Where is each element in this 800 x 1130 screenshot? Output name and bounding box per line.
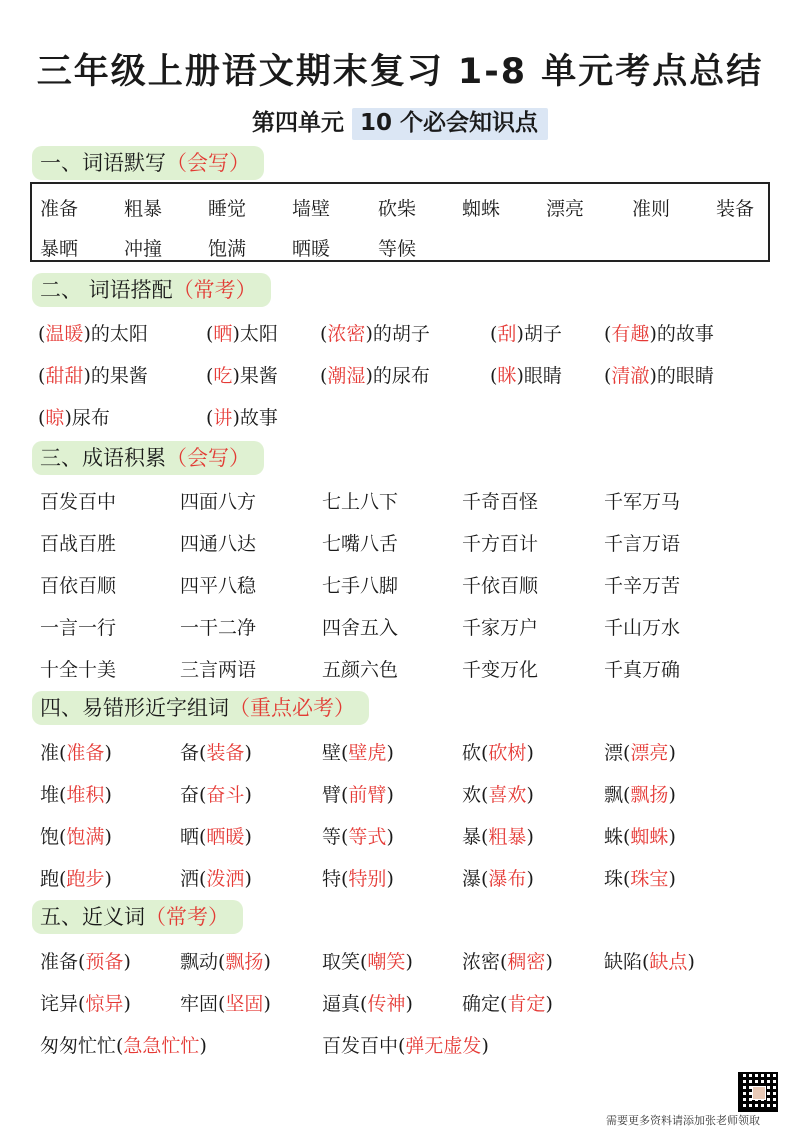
synonym-item <box>604 947 695 974</box>
prompt-text: ) <box>104 826 112 848</box>
idiom-item: 七上八下 <box>322 491 399 513</box>
idiom-item: 千山万水 <box>604 617 681 639</box>
collocation-item <box>604 361 714 388</box>
answer-text: 嘲笑 <box>367 951 406 973</box>
answer-text: 浓密 <box>327 323 366 345</box>
prompt-text: ) <box>481 1035 489 1057</box>
section-tag: （常考） <box>145 905 229 929</box>
similar-character-item <box>180 864 252 891</box>
prompt-text: )眼睛 <box>516 365 562 387</box>
prompt-text: ( <box>38 323 46 345</box>
prompt-text: ) <box>263 993 271 1015</box>
prompt-text: ( <box>206 365 214 387</box>
section-tag: （重点必考） <box>229 696 355 720</box>
vocab-word: 饱满 <box>208 238 247 260</box>
prompt-text: ) <box>244 742 252 764</box>
similar-character-item <box>40 780 112 807</box>
idiom-item: 千奇百怪 <box>462 491 539 513</box>
collocation-item <box>38 403 110 430</box>
prompt-text: ) <box>104 742 112 764</box>
prompt-text: )太阳 <box>232 323 278 345</box>
prompt-text: 蛛( <box>604 826 631 848</box>
similar-character-item <box>180 780 252 807</box>
prompt-text: 瀑( <box>462 868 489 890</box>
synonym-item <box>40 947 131 974</box>
prompt-text: ( <box>604 323 612 345</box>
collocation-item <box>206 319 278 346</box>
collocation-item <box>320 361 430 388</box>
prompt-text: 壁( <box>322 742 349 764</box>
answer-text: 喜欢 <box>488 784 527 806</box>
prompt-text: ) <box>545 993 553 1015</box>
collocation-item <box>206 361 278 388</box>
idiom-item: 千依百顺 <box>462 575 539 597</box>
prompt-text: 臂( <box>322 784 349 806</box>
answer-text: 饱满 <box>66 826 105 848</box>
prompt-text: 取笑( <box>322 951 368 973</box>
section-tag: （会写） <box>166 446 250 470</box>
answer-text: 温暖 <box>45 323 84 345</box>
similar-character-item <box>462 738 534 765</box>
synonym-item <box>462 947 553 974</box>
answer-text: 肯定 <box>507 993 546 1015</box>
prompt-text: ) <box>263 951 271 973</box>
collocation-item <box>38 361 148 388</box>
prompt-text: )果酱 <box>232 365 278 387</box>
qr-code-icon <box>738 1072 778 1112</box>
prompt-text: 缺陷( <box>604 951 650 973</box>
idiom-item: 千变万化 <box>462 659 539 681</box>
answer-text: 晾 <box>45 407 65 429</box>
prompt-text: ) <box>386 742 394 764</box>
prompt-text: )的胡子 <box>365 323 430 345</box>
answer-text: 传神 <box>367 993 406 1015</box>
vocab-word: 蜘蛛 <box>462 198 501 220</box>
unit-subtitle <box>0 104 800 137</box>
synonym-item <box>180 989 271 1016</box>
unit-label: 第四单元 <box>251 110 344 136</box>
prompt-text: 暴( <box>462 826 489 848</box>
prompt-text: ) <box>545 951 553 973</box>
similar-character-item <box>40 822 112 849</box>
prompt-text: 备( <box>180 742 207 764</box>
answer-text: 飘扬 <box>630 784 669 806</box>
idiom-item: 一言一行 <box>40 617 117 639</box>
idiom-item: 四平八稳 <box>180 575 257 597</box>
prompt-text: ( <box>490 323 498 345</box>
prompt-text: 奋( <box>180 784 207 806</box>
collocation-item <box>604 319 714 346</box>
prompt-text: )的太阳 <box>83 323 148 345</box>
answer-text: 泼洒 <box>206 868 245 890</box>
vocab-word: 冲撞 <box>124 238 163 260</box>
answer-text: 清澈 <box>611 365 650 387</box>
prompt-text: 牢固( <box>180 993 226 1015</box>
prompt-text: 砍( <box>462 742 489 764</box>
section-title: 一、词语默写 <box>40 151 166 175</box>
answer-text: 装备 <box>206 742 245 764</box>
prompt-text: 准( <box>40 742 67 764</box>
collocation-item <box>490 319 562 346</box>
answer-text: 跑步 <box>66 868 105 890</box>
answer-text: 甜甜 <box>45 365 84 387</box>
similar-character-item <box>604 780 676 807</box>
footer-note: 需要更多资料请添加张老师领取 <box>606 1114 760 1127</box>
prompt-text: 特( <box>322 868 349 890</box>
prompt-text: )的故事 <box>649 323 714 345</box>
prompt-text: ) <box>405 951 413 973</box>
idiom-item: 七嘴八舌 <box>322 533 399 555</box>
prompt-text: 诧异( <box>40 993 86 1015</box>
answer-text: 砍树 <box>488 742 527 764</box>
vocab-word: 粗暴 <box>124 198 163 220</box>
prompt-text: ) <box>123 993 131 1015</box>
prompt-text: )故事 <box>232 407 278 429</box>
prompt-text: ) <box>526 868 534 890</box>
answer-text: 眯 <box>497 365 517 387</box>
similar-character-item <box>604 822 676 849</box>
vocab-word: 晒暖 <box>292 238 331 260</box>
idiom-item: 三言两语 <box>180 659 257 681</box>
prompt-text: 准备( <box>40 951 86 973</box>
prompt-text: ) <box>386 868 394 890</box>
answer-text: 粗暴 <box>488 826 527 848</box>
avatar <box>752 1086 766 1100</box>
prompt-text: ( <box>206 323 214 345</box>
page-title: 三年级上册语文期末复习 1-8 单元考点总结 <box>36 52 764 92</box>
synonym-item <box>40 989 131 1016</box>
answer-text: 珠宝 <box>630 868 669 890</box>
section-header-vocab-dictation <box>32 146 264 180</box>
prompt-text: ) <box>386 826 394 848</box>
answer-text: 前臂 <box>348 784 387 806</box>
similar-character-item <box>322 864 394 891</box>
idiom-item: 一干二净 <box>180 617 257 639</box>
prompt-text: 浓密( <box>462 951 508 973</box>
answer-text: 有趣 <box>611 323 650 345</box>
idiom-item: 百依百顺 <box>40 575 117 597</box>
prompt-text: 匆匆忙忙( <box>40 1035 124 1057</box>
similar-character-item <box>322 822 394 849</box>
section-header-similar-characters <box>32 691 369 725</box>
prompt-text: )的尿布 <box>365 365 430 387</box>
prompt-text: ) <box>668 784 676 806</box>
prompt-text: 逼真( <box>322 993 368 1015</box>
prompt-text: 漂( <box>604 742 631 764</box>
prompt-text: ( <box>604 365 612 387</box>
similar-character-item <box>180 822 252 849</box>
idiom-item: 百发百中 <box>40 491 117 513</box>
prompt-text: 百发百中( <box>322 1035 406 1057</box>
prompt-text: 晒( <box>180 826 207 848</box>
answer-text: 壁虎 <box>348 742 387 764</box>
idiom-item: 五颜六色 <box>322 659 399 681</box>
idiom-item: 千方百计 <box>462 533 539 555</box>
similar-character-item <box>462 780 534 807</box>
section-title: 五、近义词 <box>40 905 145 929</box>
idiom-item: 千家万户 <box>462 617 539 639</box>
similar-character-item <box>180 738 252 765</box>
synonym-item <box>40 1031 207 1058</box>
answer-text: 漂亮 <box>630 742 669 764</box>
synonym-item <box>322 947 413 974</box>
prompt-text: 飘动( <box>180 951 226 973</box>
prompt-text: 饱( <box>40 826 67 848</box>
prompt-text: ) <box>244 784 252 806</box>
section-title: 三、成语积累 <box>40 446 166 470</box>
knowledge-count-highlight: 10 个必会知识点 <box>352 108 548 140</box>
prompt-text: ) <box>668 742 676 764</box>
prompt-text: 洒( <box>180 868 207 890</box>
answer-text: 特别 <box>348 868 387 890</box>
prompt-text: ) <box>104 868 112 890</box>
synonym-item <box>322 1031 489 1058</box>
answer-text: 稠密 <box>507 951 546 973</box>
vocab-word: 装备 <box>716 198 755 220</box>
prompt-text: ) <box>104 784 112 806</box>
idiom-item: 千军万马 <box>604 491 681 513</box>
idiom-item: 千辛万苦 <box>604 575 681 597</box>
answer-text: 蜘蛛 <box>630 826 669 848</box>
answer-text: 潮湿 <box>327 365 366 387</box>
prompt-text: ( <box>38 365 46 387</box>
collocation-item <box>38 319 148 346</box>
answer-text: 讲 <box>213 407 233 429</box>
synonym-item <box>180 947 271 974</box>
vocab-word: 睡觉 <box>208 198 247 220</box>
vocab-word: 墙壁 <box>292 198 331 220</box>
idiom-item: 千言万语 <box>604 533 681 555</box>
similar-character-item <box>322 738 394 765</box>
answer-text: 刮 <box>497 323 517 345</box>
similar-character-item <box>40 738 112 765</box>
answer-text: 晒 <box>213 323 233 345</box>
answer-text: 弹无虚发 <box>405 1035 482 1057</box>
prompt-text: 堆( <box>40 784 67 806</box>
prompt-text: ( <box>490 365 498 387</box>
vocab-word: 暴晒 <box>40 238 79 260</box>
answer-text: 坚固 <box>225 993 264 1015</box>
answer-text: 急急忙忙 <box>123 1035 200 1057</box>
answer-text: 奋斗 <box>206 784 245 806</box>
prompt-text: 珠( <box>604 868 631 890</box>
prompt-text: )的果酱 <box>83 365 148 387</box>
prompt-text: )的眼睛 <box>649 365 714 387</box>
prompt-text: ( <box>320 365 328 387</box>
similar-character-item <box>40 864 112 891</box>
answer-text: 晒暖 <box>206 826 245 848</box>
idiom-item: 四通八达 <box>180 533 257 555</box>
idiom-item: 四舍五入 <box>322 617 399 639</box>
answer-text: 缺点 <box>649 951 688 973</box>
vocab-word: 漂亮 <box>546 198 585 220</box>
prompt-text: 跑( <box>40 868 67 890</box>
answer-text: 准备 <box>66 742 105 764</box>
idiom-item: 千真万确 <box>604 659 681 681</box>
similar-character-item <box>322 780 394 807</box>
prompt-text: ) <box>526 784 534 806</box>
answer-text: 惊异 <box>85 993 124 1015</box>
idiom-item: 十全十美 <box>40 659 117 681</box>
prompt-text: ) <box>526 742 534 764</box>
vocab-word: 准备 <box>40 198 79 220</box>
prompt-text: ) <box>386 784 394 806</box>
collocation-item <box>320 319 430 346</box>
vocab-word: 准则 <box>632 198 671 220</box>
collocation-item <box>206 403 278 430</box>
prompt-text: 确定( <box>462 993 508 1015</box>
similar-character-item <box>462 864 534 891</box>
answer-text: 等式 <box>348 826 387 848</box>
vocab-word: 砍柴 <box>378 198 417 220</box>
prompt-text: 欢( <box>462 784 489 806</box>
collocation-item <box>490 361 562 388</box>
prompt-text: ) <box>668 826 676 848</box>
answer-text: 瀑布 <box>488 868 527 890</box>
section-header-word-collocation <box>32 273 271 307</box>
prompt-text: )尿布 <box>64 407 110 429</box>
section-tag: （会写） <box>166 151 250 175</box>
vocab-word: 等候 <box>378 238 417 260</box>
prompt-text: ) <box>244 868 252 890</box>
prompt-text: ( <box>38 407 46 429</box>
answer-text: 预备 <box>85 951 124 973</box>
section-header-idioms <box>32 441 264 475</box>
answer-text: 堆积 <box>66 784 105 806</box>
similar-character-item <box>604 738 676 765</box>
synonym-item <box>322 989 413 1016</box>
idiom-item: 七手八脚 <box>322 575 399 597</box>
prompt-text: ( <box>206 407 214 429</box>
section-tag: （常考） <box>172 278 257 302</box>
idiom-item: 四面八方 <box>180 491 257 513</box>
section-title: 二、 词语搭配 <box>40 278 173 302</box>
answer-text: 飘扬 <box>225 951 264 973</box>
prompt-text: ) <box>526 826 534 848</box>
section-header-synonyms <box>32 900 243 934</box>
prompt-text: ) <box>668 868 676 890</box>
prompt-text: 飘( <box>604 784 631 806</box>
prompt-text: ) <box>244 826 252 848</box>
prompt-text: )胡子 <box>516 323 562 345</box>
prompt-text: ( <box>320 323 328 345</box>
idiom-item: 百战百胜 <box>40 533 117 555</box>
prompt-text: 等( <box>322 826 349 848</box>
prompt-text: ) <box>199 1035 207 1057</box>
prompt-text: ) <box>687 951 695 973</box>
similar-character-item <box>462 822 534 849</box>
synonym-item <box>462 989 553 1016</box>
similar-character-item <box>604 864 676 891</box>
prompt-text: ) <box>405 993 413 1015</box>
section-title: 四、易错形近字组词 <box>40 696 229 720</box>
prompt-text: ) <box>123 951 131 973</box>
answer-text: 吃 <box>213 365 233 387</box>
